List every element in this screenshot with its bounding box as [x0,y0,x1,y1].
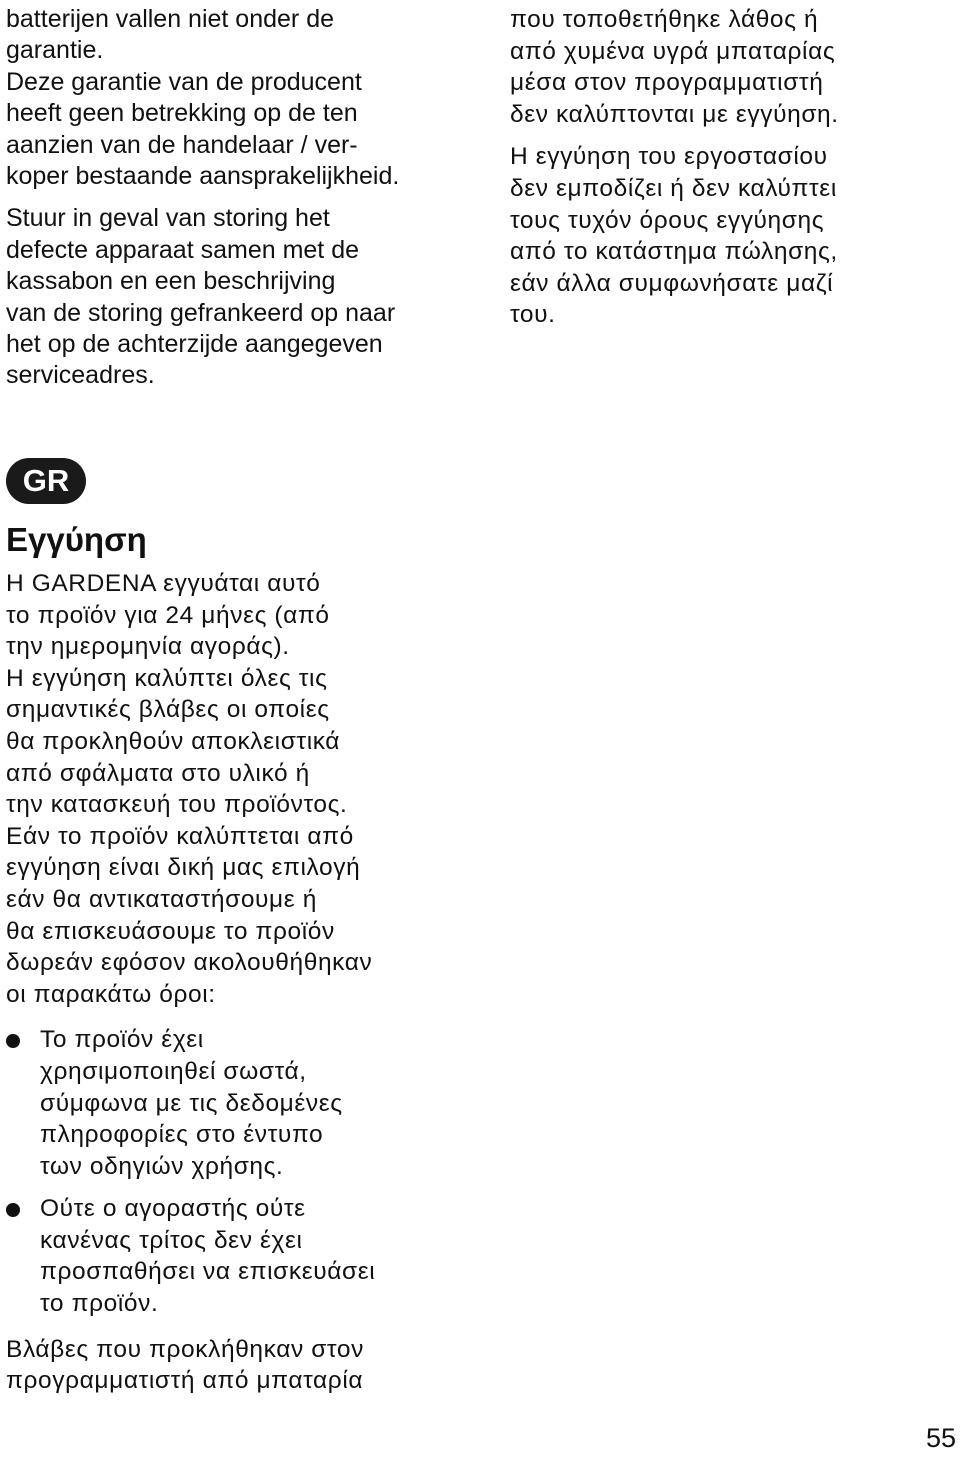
list-item [6,1024,486,1182]
greek-warranty-conditions-list [6,1024,486,1319]
greek-warranty-period-paragraph: Η GARDENA εγγυάται αυτό το προϊόν για 24 μήνες (από την ημερομηνία αγοράς). [6,570,330,661]
dutch-producer-warranty-paragraph: Deze garantie van de producent heeft geen betrekking op de ten aanzien van de handelaar / ver- koper bestaande aansprakelijkheid. [6,67,400,191]
greek-warranty-section [6,458,486,1397]
language-badge-gr: GR [6,458,86,504]
greek-warranty-coverage-paragraph: Η εγγύηση καλύπτει όλες τις σημαντικές βλάβες οι οποίες θα προκληθούν αποκλειστικά από σφάλματα στο υλικό ή την κατασκευή του προϊόντος. [6,664,348,819]
greek-continuation-column [510,4,950,331]
bullet-icon [6,1203,20,1217]
bullet-icon [6,1034,20,1048]
greek-warranty-terms-paragraph: Εάν το προϊόν καλύπτεται από εγγύηση είναι δική μας επιλογή εάν θα αντικαταστήσουμε ή θα επισκευάσουμε το προϊόν δωρεάν εφόσον ακολουθήθηκαν οι παρακάτω όροι: [6,822,373,1008]
condition-text: Το προϊόν έχει χρησιμοποιηθεί σωστά, σύμφωνα με τις δεδομένες πληροφορίες στο έντυπο των οδηγιών χρήσης. [40,1026,343,1180]
greek-battery-damage-paragraph: Βλάβες που προκλήθηκαν στον προγραμματιστή από μπαταρία [6,1335,364,1395]
condition-text: Ούτε ο αγοραστής ούτε κανένας τρίτος δεν έχει προσπαθήσει να επισκευάσει το προϊόν. [40,1195,376,1318]
greek-warranty-heading: Εγγύηση [6,521,147,558]
dutch-warranty-column [6,4,476,392]
list-item [6,1193,486,1319]
dutch-batteries-paragraph: batterijen vallen niet onder de garantie. [6,5,335,65]
dutch-service-instructions-paragraph: Stuur in geval van storing het defecte apparaat samen met de kassabon en een beschrijving van de storing gefrankeerd op naar het op de achterzijde aangegeven serviceadres. [6,204,396,390]
page-number: 55 [925,1423,956,1453]
greek-excluded-damage-paragraph: που τοποθετήθηκε λάθος ή από χυμένα υγρά μπαταρίας μέσα στον προγραμματιστή δεν καλύπτονται με εγγύηση. [510,6,839,128]
greek-factory-warranty-paragraph: Η εγγύηση του εργοστασίου δεν εμποδίζει ή δεν καλύπτει τους τυχόν όρους εγγύησης από το κατάστημα πώλησης, εάν άλλα συμφωνήσατε μαζί του. [510,143,838,329]
